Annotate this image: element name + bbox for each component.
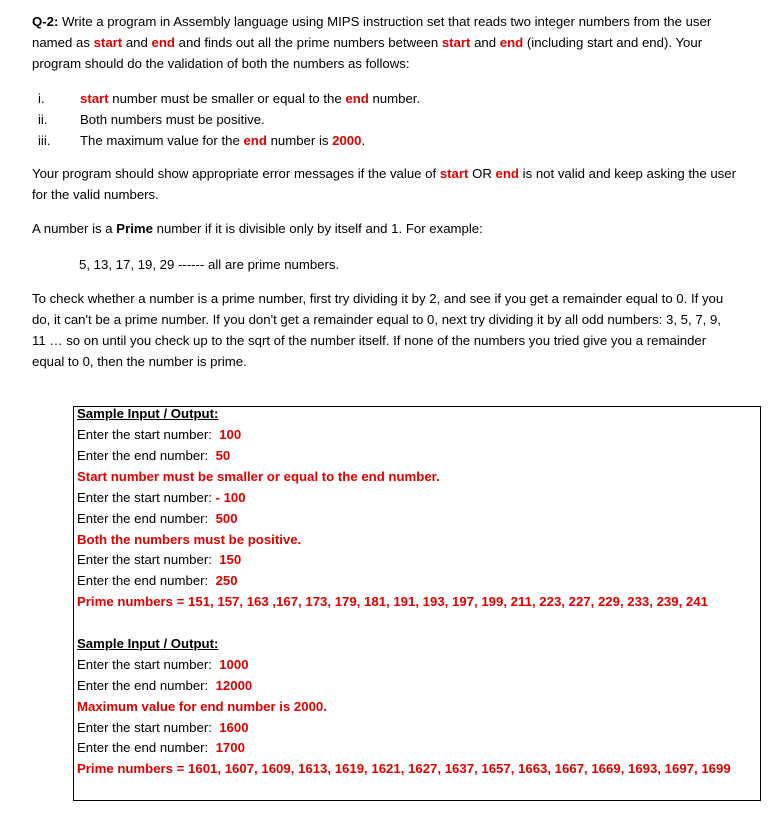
- sample-1-start-3: Enter the start number: 150: [77, 552, 242, 567]
- sample-1-end-2: Enter the end number: 500: [77, 511, 238, 526]
- question-label: Q-2:: [32, 14, 59, 29]
- sample-1-start-2: Enter the start number: - 100: [77, 490, 246, 505]
- sample-2-end-2: Enter the end number: 1700: [77, 740, 245, 755]
- question-line-2: named as start and end and finds out all the prime numbers between start and end (including start and end). Your: [32, 35, 703, 50]
- sample-1-end-1: Enter the end number: 50: [77, 448, 231, 463]
- prime-example: 5, 13, 17, 19, 29 ------ all are prime numbers.: [79, 257, 340, 272]
- sample-2-start-2: Enter the start number: 1600: [77, 720, 249, 735]
- question-line-1: Q-2: Write a program in Assembly language using MIPS instruction set that reads two integer numbers from the user: [32, 14, 712, 29]
- sample-2-end-1: Enter the end number: 12000: [77, 678, 253, 693]
- question-paragraph: [32, 11, 767, 74]
- method-paragraph: To check whether a number is a prime number, first try dividing it by 2, and see if you get a remainder equal to 0. If you do, it can't be a prime number. If you don't get a remainder equal to 0, next try dividing it by all odd numbers: 3, 5, 7, 9, 11 … so on until you check up to the sqrt of the number itself. If none of the numbers you tried give you a remainder equal to 0, then the number is prime.: [32, 291, 724, 369]
- document-page: Q-2: Write a program in Assembly language using MIPS instruction set that reads two integer numbers from the user named as start and end and finds out all the prime numbers between start and end (including start and end). Your program should do the validation of both the numbers as follows: i. start number must be smaller or equal to the end number. ii. Both numbers must be positive. iii. The maximum value for the end number is 2000. Your program should show appropriate error messages if the value of start OR end is not valid and keep asking the user for the valid numbers. A number is a Prime number if it is divisible only by itself and 1. For example: 5, 13, 17, 19, 29 ------ all are prime numbers. To check whether a number is a prime number, first try dividing it by 2, and see if you get a remainder equal to 0. If you do, it can't be a prime number. If you don't get a remainder equal to 0, next try dividing it by all odd numbers: 3, 5, 7, 9, 11 … so on until you check up to the sqrt of the number itself. If none of the numbers you tried give you a remainder equal to 0, then the number is prime. Sample Input / Output: Enter the start number: 100 Enter the end number: 50 Start number must be smaller or equal to the end number. Enter the start number: - 100 Enter the end number: 500 Both the numbers must be positive. Enter the start number: 150 Enter the end number: 250 Prime numbers = 151, 157, 163 ,167, 173, 179, 181, 191, 193, 197, 199, 211, 223, 227, 229, 233, 239, 241 Sample Input / Output: Enter the start number: 1000 Enter the end number: 12000 Maximum value for end number is 2000. Enter the start number: 1600 Enter the end number: 1700 Prime numbers = 1601, 1607, 1609, 1613, 1619, 1621, 1627, 1637, 1657, 1663, 1667, 1669, 1693, 1697, 1699: [0, 0, 775, 815]
- prime-definition: A number is a Prime number if it is divisible only by itself and 1. For example:: [32, 221, 483, 236]
- sample-2-error-1: Maximum value for end number is 2000.: [77, 699, 327, 714]
- sample-2-header: Sample Input / Output:: [77, 636, 219, 651]
- sample-1-header: Sample Input / Output:: [77, 406, 219, 421]
- error-paragraph: Your program should show appropriate error messages if the value of start OR end is not valid and keep asking the user for the valid numbers.: [32, 166, 736, 202]
- sample-2-result: Prime numbers = 1601, 1607, 1609, 1613, 1619, 1621, 1627, 1637, 1657, 1663, 1667, 1669, 1693, 1697, 1699: [77, 761, 731, 776]
- sample-1-end-3: Enter the end number: 250: [77, 573, 238, 588]
- sample-1-result: Prime numbers = 151, 157, 163 ,167, 173, 179, 181, 191, 193, 197, 199, 211, 223, 227, 229, 233, 239, 241: [77, 594, 708, 609]
- sample-1-error-2: Both the numbers must be positive.: [77, 532, 302, 547]
- sample-2-start-1: Enter the start number: 1000: [77, 657, 249, 672]
- question-line-3: program should do the validation of both the numbers as follows:: [32, 56, 410, 71]
- sample-1-error-1: Start number must be smaller or equal to the end number.: [77, 469, 440, 484]
- sample-1-start-1: Enter the start number: 100: [77, 427, 242, 442]
